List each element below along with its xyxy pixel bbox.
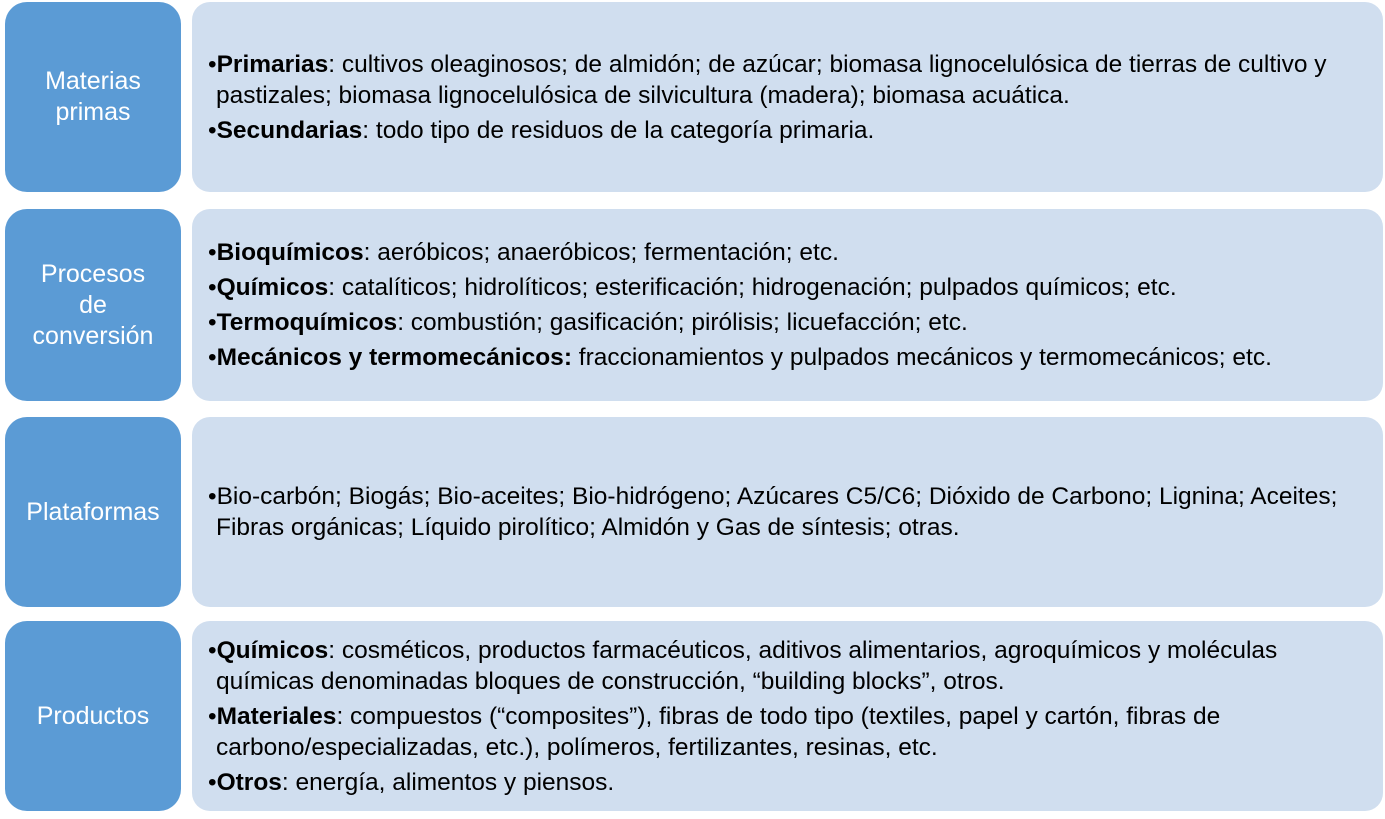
item-text: Bio-carbón; Biogás; Bio-aceites; Bio-hidrógeno; Azúcares C5/C6; Dióxido de Carbono; Lignina; Aceites; Fibras orgánicas; Líquido pirolítico; Almidón y Gas de síntesis; otras. [216, 483, 1338, 541]
list-item: •Bio-carbón; Biogás; Bio-aceites; Bio-hidrógeno; Azúcares C5/C6; Dióxido de Carbono; Lignina; Aceites; Fibras orgánicas; Líquido pirolítico; Almidón y Gas de síntesis; otras. [208, 483, 1338, 541]
list-item: •Químicos: catalíticos; hidrolíticos; esterificación; hidrogenación; pulpados químicos; etc. [208, 274, 1177, 301]
list-item: •Secundarias: todo tipo de residuos de la categoría primaria. [208, 116, 875, 144]
list-item: •Bioquímicos: aeróbicos; anaeróbicos; fermentación; etc. [208, 239, 839, 266]
label-plataformas: Plataformas [5, 417, 181, 607]
item-term: Materiales [216, 702, 337, 730]
item-term: Químicos [216, 274, 329, 301]
item-text: : catalíticos; hidrolíticos; esterificación; hidrogenación; pulpados químicos; etc. [328, 274, 1177, 301]
row-procesos-de-conversion [5, 209, 1383, 401]
item-text: fraccionamientos y pulpados mecánicos y termomecánicos; etc. [571, 344, 1272, 371]
item-text: : cosméticos, productos farmacéuticos, aditivos alimentarios, agroquímicos y moléculas químicas denominadas bloques de construcción, “building blocks”, otros. [216, 636, 1278, 695]
item-term: Químicos [216, 636, 329, 664]
item-term: Secundarias [216, 116, 363, 144]
list-item: •Químicos: cosméticos, productos farmacéuticos, aditivos alimentarios, agroquímicos y moléculas químicas denominadas bloques de construcción, “building blocks”, otros. [208, 636, 1278, 695]
list-item: •Primarias: cultivos oleaginosos; de almidón; de azúcar; biomasa lignocelulósica de tierras de cultivo y pastizales; biomasa lignocelulósica de silvicultura (madera); biomasa acuática. [208, 50, 1327, 109]
item-term: Mecánicos y termomecánicos: [216, 344, 572, 371]
label-materias-primas: Materias primas [5, 2, 181, 192]
item-term: Primarias [216, 50, 329, 78]
item-text: : aeróbicos; anaeróbicos; fermentación; etc. [363, 239, 839, 266]
label-procesos-de-conversion: Procesos de conversión [5, 209, 181, 401]
content-plataformas [192, 417, 1383, 607]
item-text: : energía, alimentos y piensos. [281, 768, 615, 796]
content-productos [192, 621, 1383, 811]
item-term: Otros [216, 768, 282, 796]
item-text: : todo tipo de residuos de la categoría primaria. [362, 116, 875, 144]
row-materias-primas [5, 2, 1383, 192]
item-text: : cultivos oleaginosos; de almidón; de azúcar; biomasa lignocelulósica de tierras de cultivo y pastizales; biomasa lignocelulósica de silvicultura (madera); biomasa acuática. [216, 50, 1327, 109]
item-text: : compuestos (“composites”), fibras de todo tipo (textiles, papel y cartón, fibras de carbono/especializadas, etc.), polímeros, fertilizantes, resinas, etc. [216, 702, 1221, 761]
item-text: : combustión; gasificación; pirólisis; licuefacción; etc. [397, 309, 968, 336]
item-term: Bioquímicos [216, 239, 364, 266]
list-item: •Mecánicos y termomecánicos: fraccionamientos y pulpados mecánicos y termomecánicos; etc. [208, 344, 1272, 371]
item-term: Termoquímicos [216, 309, 398, 336]
row-plataformas [5, 417, 1383, 607]
content-materias-primas [192, 2, 1383, 192]
content-procesos-de-conversion [192, 209, 1383, 401]
list-item: •Materiales: compuestos (“composites”), fibras de todo tipo (textiles, papel y cartón, fibras de carbono/especializadas, etc.), polímeros, fertilizantes, resinas, etc. [208, 702, 1221, 761]
list-item: •Termoquímicos: combustión; gasificación; pirólisis; licuefacción; etc. [208, 309, 968, 336]
list-item: •Otros: energía, alimentos y piensos. [208, 768, 615, 796]
row-productos [5, 621, 1383, 811]
label-productos: Productos [5, 621, 181, 811]
